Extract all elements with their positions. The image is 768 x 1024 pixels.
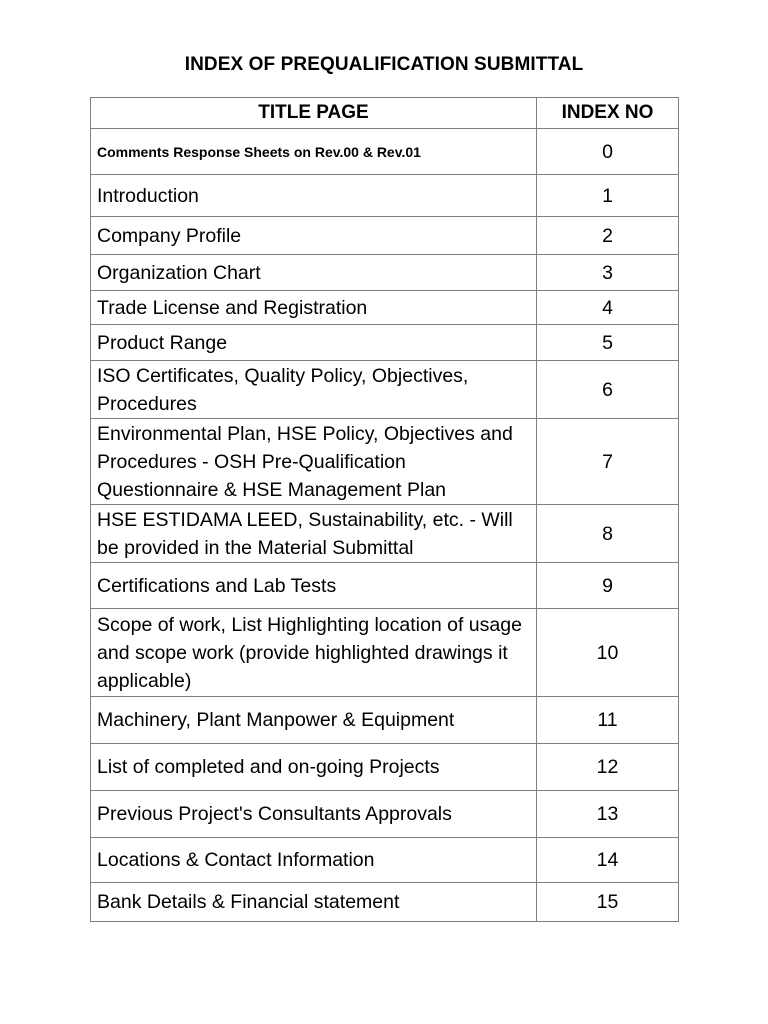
column-header-index: INDEX NO	[537, 98, 679, 129]
row-index: 3	[537, 255, 679, 291]
table-row	[91, 505, 679, 563]
row-index: 6	[537, 361, 679, 419]
row-index: 7	[537, 419, 679, 505]
table-row	[91, 255, 679, 291]
table-row	[91, 697, 679, 744]
row-index: 8	[537, 505, 679, 563]
table-row	[91, 609, 679, 697]
row-title: Bank Details & Financial statement	[91, 883, 537, 922]
row-index: 5	[537, 325, 679, 361]
row-title: Previous Project's Consultants Approvals	[91, 791, 537, 838]
row-title: ISO Certificates, Quality Policy, Objectives, Procedures	[91, 361, 537, 419]
table-row	[91, 217, 679, 255]
table-row	[91, 175, 679, 217]
row-index: 4	[537, 291, 679, 325]
table-row	[91, 129, 679, 175]
table-row	[91, 883, 679, 922]
row-index: 12	[537, 744, 679, 791]
row-index: 15	[537, 883, 679, 922]
table-row	[91, 291, 679, 325]
table-row	[91, 325, 679, 361]
row-index: 1	[537, 175, 679, 217]
row-index: 13	[537, 791, 679, 838]
table-row	[91, 419, 679, 505]
row-index: 10	[537, 609, 679, 697]
table-row	[91, 744, 679, 791]
row-index: 2	[537, 217, 679, 255]
table-header-row	[91, 98, 679, 129]
row-title: Trade License and Registration	[91, 291, 537, 325]
row-title: HSE ESTIDAMA LEED, Sustainability, etc. - Will be provided in the Material Submittal	[91, 505, 537, 563]
row-title: Introduction	[91, 175, 537, 217]
row-title: Product Range	[91, 325, 537, 361]
row-title: Comments Response Sheets on Rev.00 & Rev.01	[91, 129, 537, 175]
table-row	[91, 361, 679, 419]
row-index: 14	[537, 838, 679, 883]
row-title: Machinery, Plant Manpower & Equipment	[91, 697, 537, 744]
row-title: Certifications and Lab Tests	[91, 563, 537, 609]
row-title: Scope of work, List Highlighting location of usage and scope work (provide highlighted drawings it applicable)	[91, 609, 537, 697]
row-title: Company Profile	[91, 217, 537, 255]
table-row	[91, 791, 679, 838]
table-row	[91, 838, 679, 883]
page-title: INDEX OF PREQUALIFICATION SUBMITTAL	[184, 54, 584, 75]
row-title: Environmental Plan, HSE Policy, Objectives and Procedures - OSH Pre-Qualification Questionnaire & HSE Management Plan	[91, 419, 537, 505]
row-title: Locations & Contact Information	[91, 838, 537, 883]
index-table	[90, 97, 679, 922]
row-index: 0	[537, 129, 679, 175]
row-index: 9	[537, 563, 679, 609]
row-index: 11	[537, 697, 679, 744]
column-header-title: TITLE PAGE	[91, 98, 537, 129]
row-title: Organization Chart	[91, 255, 537, 291]
table-row	[91, 563, 679, 609]
row-title: List of completed and on-going Projects	[91, 744, 537, 791]
